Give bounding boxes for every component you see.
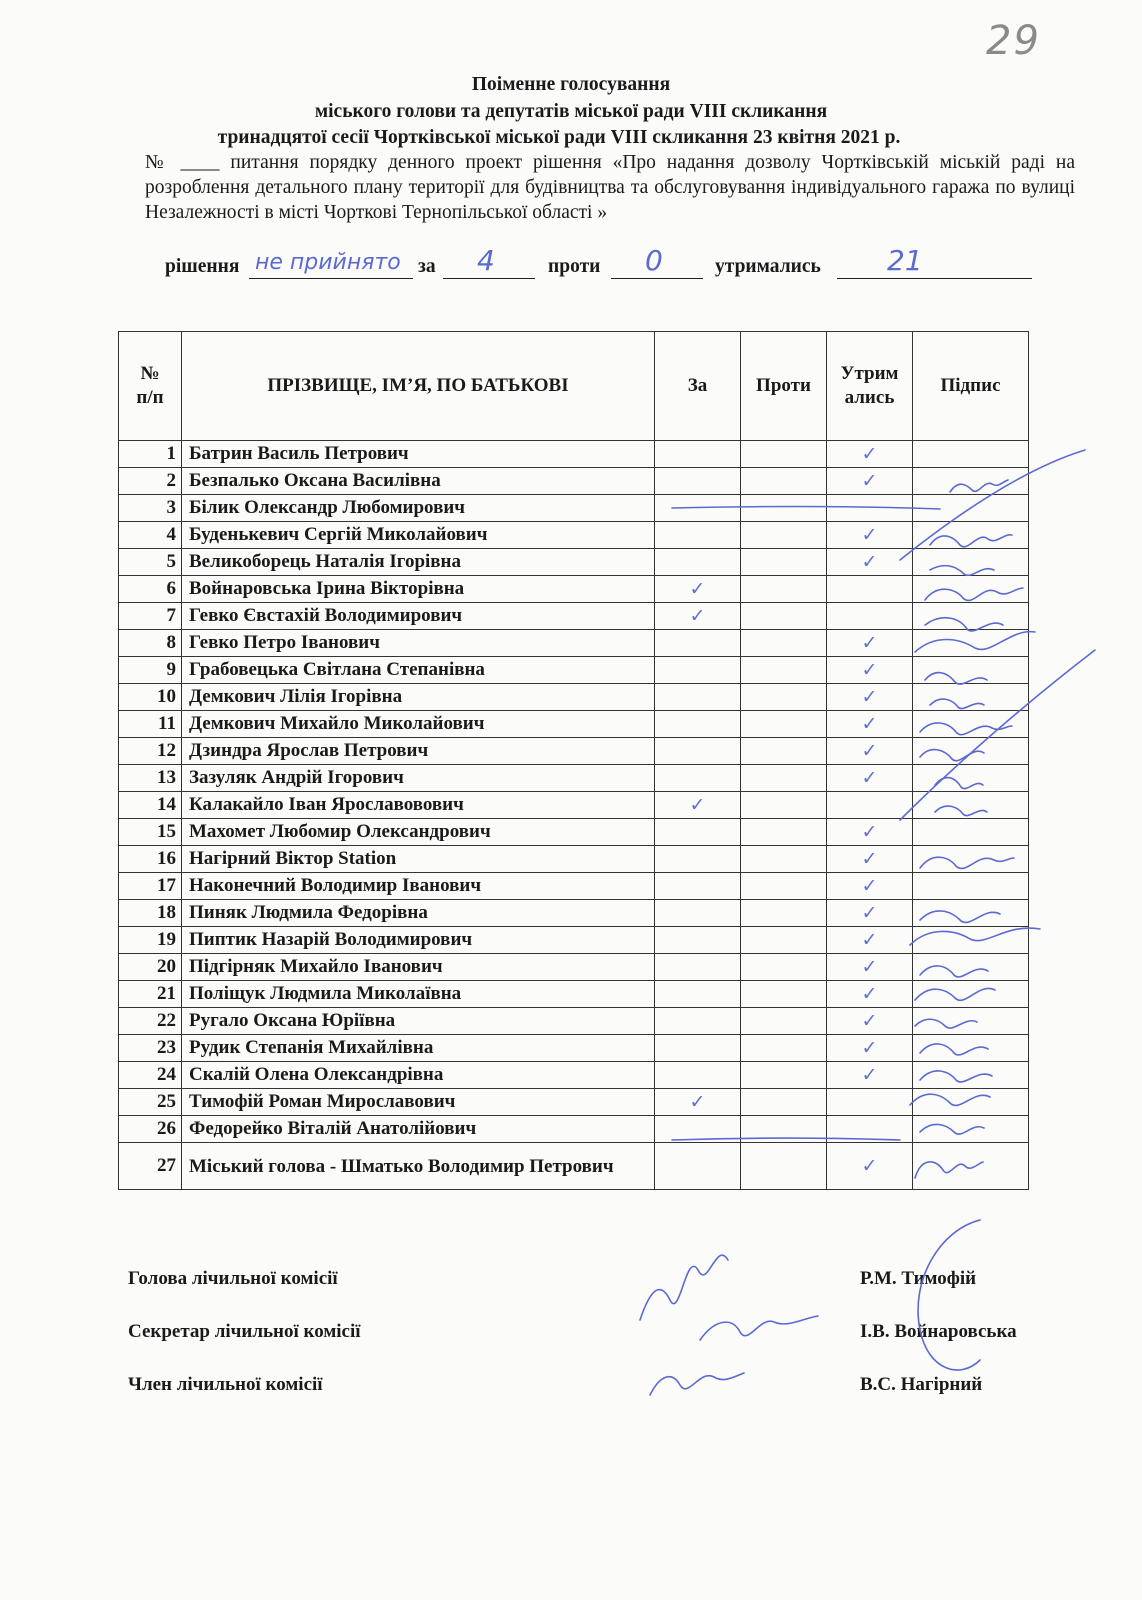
vote-abstained-cell bbox=[827, 522, 913, 549]
vote-against-cell bbox=[741, 846, 827, 873]
row-number: 13 bbox=[119, 765, 182, 792]
signature-cell bbox=[913, 873, 1029, 900]
signature-cell bbox=[913, 738, 1029, 765]
vote-against-cell bbox=[741, 819, 827, 846]
row-name: Пиптик Назарій Володимирович bbox=[182, 927, 655, 954]
for-label: за bbox=[418, 256, 436, 277]
vote-abstained-cell bbox=[827, 441, 913, 468]
table-row bbox=[119, 927, 1029, 954]
row-name: Зазуляк Андрій Ігорович bbox=[182, 765, 655, 792]
signature-cell bbox=[913, 927, 1029, 954]
row-name: Гевко Євстахій Володимирович bbox=[182, 603, 655, 630]
table-row bbox=[119, 549, 1029, 576]
signature-cell bbox=[913, 1062, 1029, 1089]
vote-abstained-cell bbox=[827, 1008, 913, 1035]
vote-for-cell bbox=[655, 792, 741, 819]
row-name: Рудик Степанія Михайлівна bbox=[182, 1035, 655, 1062]
signature-cell bbox=[913, 1089, 1029, 1116]
vote-abstained-cell bbox=[827, 576, 913, 603]
vote-against-cell bbox=[741, 495, 827, 522]
header-signature: Підпис bbox=[913, 332, 1029, 441]
vote-against-cell bbox=[741, 1062, 827, 1089]
row-number: 25 bbox=[119, 1089, 182, 1116]
vote-abstained-cell bbox=[827, 549, 913, 576]
signature-cell bbox=[913, 630, 1029, 657]
check-mark-icon: ✓ bbox=[861, 632, 878, 654]
vote-for-cell bbox=[655, 900, 741, 927]
check-mark-icon: ✓ bbox=[861, 821, 878, 843]
table-row bbox=[119, 630, 1029, 657]
abstained-underline bbox=[837, 278, 1032, 279]
vote-for-cell bbox=[655, 441, 741, 468]
vote-for-cell bbox=[655, 1008, 741, 1035]
check-mark-icon: ✓ bbox=[861, 902, 878, 924]
table-row bbox=[119, 1035, 1029, 1062]
vote-abstained-cell bbox=[827, 738, 913, 765]
vote-abstained-cell bbox=[827, 1143, 913, 1190]
row-number: 2 bbox=[119, 468, 182, 495]
table-row bbox=[119, 603, 1029, 630]
row-number: 1 bbox=[119, 441, 182, 468]
row-name: Пиняк Людмила Федорівна bbox=[182, 900, 655, 927]
decision-line bbox=[165, 244, 1065, 290]
vote-against-cell bbox=[741, 549, 827, 576]
vote-for-cell bbox=[655, 1143, 741, 1190]
row-number: 15 bbox=[119, 819, 182, 846]
vote-abstained-cell bbox=[827, 846, 913, 873]
check-mark-icon: ✓ bbox=[861, 1155, 878, 1177]
signature-cell bbox=[913, 522, 1029, 549]
signature-commission-secretary bbox=[700, 1316, 818, 1340]
commission-head-label: Голова лічильної комісії bbox=[128, 1268, 338, 1289]
table-row bbox=[119, 900, 1029, 927]
against-underline bbox=[611, 278, 703, 279]
check-mark-icon: ✓ bbox=[861, 767, 878, 789]
signature-cell bbox=[913, 846, 1029, 873]
row-number: 20 bbox=[119, 954, 182, 981]
vote-against-cell bbox=[741, 468, 827, 495]
check-mark-icon: ✓ bbox=[861, 686, 878, 708]
decision-value: не прийнято bbox=[255, 250, 401, 275]
row-name: Грабовецька Світлана Степанівна bbox=[182, 657, 655, 684]
signature-cell bbox=[913, 549, 1029, 576]
signature-cell bbox=[913, 1143, 1029, 1190]
check-mark-icon: ✓ bbox=[689, 1091, 706, 1113]
header-against: Проти bbox=[741, 332, 827, 441]
row-number: 18 bbox=[119, 900, 182, 927]
row-number: 24 bbox=[119, 1062, 182, 1089]
signature-cell bbox=[913, 981, 1029, 1008]
signature-cell bbox=[913, 711, 1029, 738]
vote-against-cell bbox=[741, 1035, 827, 1062]
row-name: Білик Олександр Любомирович bbox=[182, 495, 655, 522]
decision-label: рішення bbox=[165, 256, 240, 277]
commission-member-label: Член лічильної комісії bbox=[128, 1374, 323, 1395]
header-name: ПРІЗВИЩЕ, ІМ’Я, ПО БАТЬКОВІ bbox=[182, 332, 655, 441]
signature-cell bbox=[913, 603, 1029, 630]
table-row bbox=[119, 684, 1029, 711]
vote-abstained-cell bbox=[827, 630, 913, 657]
vote-against-cell bbox=[741, 927, 827, 954]
vote-against-cell bbox=[741, 792, 827, 819]
vote-abstained-cell bbox=[827, 1089, 913, 1116]
voting-table bbox=[118, 331, 1029, 1190]
vote-for-cell bbox=[655, 981, 741, 1008]
table-row bbox=[119, 873, 1029, 900]
vote-for-cell bbox=[655, 765, 741, 792]
signature-cell bbox=[913, 468, 1029, 495]
row-name: Буденькевич Сергій Миколайович bbox=[182, 522, 655, 549]
vote-for-cell bbox=[655, 738, 741, 765]
agenda-prefix: № ____ питання порядку денного bbox=[145, 152, 455, 173]
table-row bbox=[119, 981, 1029, 1008]
vote-against-cell bbox=[741, 981, 827, 1008]
row-number: 6 bbox=[119, 576, 182, 603]
vote-against-cell bbox=[741, 873, 827, 900]
table-row bbox=[119, 738, 1029, 765]
check-mark-icon: ✓ bbox=[861, 848, 878, 870]
agenda-item bbox=[145, 150, 1075, 225]
row-name: Нагірний Віктор Station bbox=[182, 846, 655, 873]
signature-commission-head bbox=[640, 1255, 728, 1320]
vote-against-cell bbox=[741, 630, 827, 657]
vote-for-cell bbox=[655, 657, 741, 684]
vote-against-cell bbox=[741, 1116, 827, 1143]
vote-for-cell bbox=[655, 846, 741, 873]
check-mark-icon: ✓ bbox=[861, 740, 878, 762]
for-value: 4 bbox=[477, 244, 495, 277]
vote-abstained-cell bbox=[827, 711, 913, 738]
table-row bbox=[119, 954, 1029, 981]
table-row bbox=[119, 657, 1029, 684]
check-mark-icon: ✓ bbox=[861, 1010, 878, 1032]
row-number: 23 bbox=[119, 1035, 182, 1062]
signature-cell bbox=[913, 792, 1029, 819]
vote-for-cell bbox=[655, 819, 741, 846]
vote-abstained-cell bbox=[827, 900, 913, 927]
signature-cell bbox=[913, 1116, 1029, 1143]
vote-abstained-cell bbox=[827, 1116, 913, 1143]
signature-cell bbox=[913, 819, 1029, 846]
vote-abstained-cell bbox=[827, 819, 913, 846]
check-mark-icon: ✓ bbox=[689, 794, 706, 816]
commission-head-name: Р.М. Тимофій bbox=[860, 1268, 977, 1289]
check-mark-icon: ✓ bbox=[861, 1064, 878, 1086]
check-mark-icon: ✓ bbox=[861, 929, 878, 951]
table-row bbox=[119, 711, 1029, 738]
vote-for-cell bbox=[655, 684, 741, 711]
signature-cell bbox=[913, 1035, 1029, 1062]
row-name: Войнаровська Ірина Вікторівна bbox=[182, 576, 655, 603]
row-name: Поліщук Людмила Миколаївна bbox=[182, 981, 655, 1008]
check-mark-icon: ✓ bbox=[861, 551, 878, 573]
check-mark-icon: ✓ bbox=[689, 605, 706, 627]
vote-for-cell bbox=[655, 468, 741, 495]
vote-against-cell bbox=[741, 1089, 827, 1116]
vote-abstained-cell bbox=[827, 765, 913, 792]
vote-against-cell bbox=[741, 738, 827, 765]
vote-abstained-cell bbox=[827, 792, 913, 819]
check-mark-icon: ✓ bbox=[861, 443, 878, 465]
vote-against-cell bbox=[741, 954, 827, 981]
row-number: 22 bbox=[119, 1008, 182, 1035]
signature-cell bbox=[913, 684, 1029, 711]
row-name: Дзиндра Ярослав Петрович bbox=[182, 738, 655, 765]
vote-against-cell bbox=[741, 900, 827, 927]
row-number: 8 bbox=[119, 630, 182, 657]
abstained-label: утримались bbox=[715, 256, 821, 277]
for-underline bbox=[443, 278, 535, 279]
vote-for-cell bbox=[655, 495, 741, 522]
decision-underline bbox=[249, 278, 413, 279]
vote-abstained-cell bbox=[827, 603, 913, 630]
vote-for-cell bbox=[655, 1116, 741, 1143]
row-name: Ругало Оксана Юріївна bbox=[182, 1008, 655, 1035]
check-mark-icon: ✓ bbox=[861, 983, 878, 1005]
table-header-row bbox=[119, 332, 1029, 441]
row-name: Федорейко Віталій Анатолійович bbox=[182, 1116, 655, 1143]
table-row bbox=[119, 522, 1029, 549]
row-number: 10 bbox=[119, 684, 182, 711]
header-num: № п/п bbox=[119, 332, 182, 441]
vote-abstained-cell bbox=[827, 981, 913, 1008]
table-row bbox=[119, 468, 1029, 495]
table-row bbox=[119, 1089, 1029, 1116]
page-number: 29 bbox=[986, 18, 1041, 64]
signature-cell bbox=[913, 495, 1029, 522]
vote-against-cell bbox=[741, 441, 827, 468]
table-row bbox=[119, 1062, 1029, 1089]
header-abstained: Утримались bbox=[827, 332, 913, 441]
row-number: 5 bbox=[119, 549, 182, 576]
table-row bbox=[119, 576, 1029, 603]
row-number: 26 bbox=[119, 1116, 182, 1143]
row-name: Підгірняк Михайло Іванович bbox=[182, 954, 655, 981]
table-row bbox=[119, 1116, 1029, 1143]
check-mark-icon: ✓ bbox=[861, 659, 878, 681]
signature-commission-member bbox=[650, 1373, 744, 1395]
session-line: тринадцятої сесії Чортківської міської ради VIII скликання 23 квітня 2021 р. bbox=[217, 127, 901, 148]
vote-for-cell bbox=[655, 576, 741, 603]
row-number: 9 bbox=[119, 657, 182, 684]
row-name: Скалій Олена Олександрівна bbox=[182, 1062, 655, 1089]
signature-cell bbox=[913, 441, 1029, 468]
check-mark-icon: ✓ bbox=[861, 1037, 878, 1059]
row-name: Калакайло Іван Ярославовович bbox=[182, 792, 655, 819]
signature-cell bbox=[913, 954, 1029, 981]
vote-for-cell bbox=[655, 522, 741, 549]
vote-against-cell bbox=[741, 1008, 827, 1035]
document-title: Поіменне голосування bbox=[471, 74, 671, 95]
row-number: 17 bbox=[119, 873, 182, 900]
commission-member-name: В.С. Нагірний bbox=[860, 1374, 983, 1395]
vote-against-cell bbox=[741, 711, 827, 738]
vote-against-cell bbox=[741, 765, 827, 792]
check-mark-icon: ✓ bbox=[861, 470, 878, 492]
row-name: Демкович Лілія Ігорівна bbox=[182, 684, 655, 711]
vote-abstained-cell bbox=[827, 657, 913, 684]
check-mark-icon: ✓ bbox=[689, 578, 706, 600]
vote-for-cell bbox=[655, 630, 741, 657]
vote-against-cell bbox=[741, 1143, 827, 1190]
row-name: Махомет Любомир Олександрович bbox=[182, 819, 655, 846]
row-number: 3 bbox=[119, 495, 182, 522]
row-number: 27 bbox=[119, 1143, 182, 1190]
signature-cell bbox=[913, 1008, 1029, 1035]
row-number: 16 bbox=[119, 846, 182, 873]
vote-against-cell bbox=[741, 657, 827, 684]
vote-abstained-cell bbox=[827, 927, 913, 954]
row-number: 19 bbox=[119, 927, 182, 954]
row-name: Міський голова - Шматько Володимир Петрович bbox=[182, 1143, 655, 1190]
commission-secretary-name: І.В. Войнаровська bbox=[860, 1321, 1017, 1342]
row-number: 14 bbox=[119, 792, 182, 819]
vote-for-cell bbox=[655, 549, 741, 576]
vote-abstained-cell bbox=[827, 468, 913, 495]
row-name: Тимофій Роман Мирославович bbox=[182, 1089, 655, 1116]
check-mark-icon: ✓ bbox=[861, 875, 878, 897]
vote-for-cell bbox=[655, 711, 741, 738]
signature-cell bbox=[913, 576, 1029, 603]
signature-commission-loop bbox=[918, 1220, 980, 1370]
vote-abstained-cell bbox=[827, 1035, 913, 1062]
vote-against-cell bbox=[741, 684, 827, 711]
check-mark-icon: ✓ bbox=[861, 524, 878, 546]
signature-cell bbox=[913, 900, 1029, 927]
row-number: 4 bbox=[119, 522, 182, 549]
table-row bbox=[119, 819, 1029, 846]
document-subtitle: міського голови та депутатів міської ради VIII скликання bbox=[314, 101, 828, 122]
table-row bbox=[119, 495, 1029, 522]
row-name: Безпалько Оксана Василівна bbox=[182, 468, 655, 495]
row-name: Наконечний Володимир Іванович bbox=[182, 873, 655, 900]
row-number: 12 bbox=[119, 738, 182, 765]
table-row bbox=[119, 846, 1029, 873]
table-row bbox=[119, 1143, 1029, 1190]
check-mark-icon: ✓ bbox=[861, 956, 878, 978]
table-row bbox=[119, 792, 1029, 819]
vote-against-cell bbox=[741, 522, 827, 549]
check-mark-icon: ✓ bbox=[861, 713, 878, 735]
abstained-value: 21 bbox=[887, 244, 923, 277]
vote-for-cell bbox=[655, 954, 741, 981]
row-name: Батрин Василь Петрович bbox=[182, 441, 655, 468]
vote-for-cell bbox=[655, 1035, 741, 1062]
row-name: Великоборець Наталія Ігорівна bbox=[182, 549, 655, 576]
row-name: Демкович Михайло Миколайович bbox=[182, 711, 655, 738]
signature-cell bbox=[913, 765, 1029, 792]
vote-abstained-cell bbox=[827, 873, 913, 900]
header-for: За bbox=[655, 332, 741, 441]
vote-abstained-cell bbox=[827, 954, 913, 981]
vote-for-cell bbox=[655, 927, 741, 954]
table-row bbox=[119, 1008, 1029, 1035]
vote-abstained-cell bbox=[827, 1062, 913, 1089]
vote-abstained-cell bbox=[827, 684, 913, 711]
against-label: проти bbox=[548, 256, 601, 277]
vote-abstained-cell bbox=[827, 495, 913, 522]
vote-for-cell bbox=[655, 603, 741, 630]
against-value: 0 bbox=[645, 244, 663, 277]
row-name: Гевко Петро Іванович bbox=[182, 630, 655, 657]
row-number: 7 bbox=[119, 603, 182, 630]
table-row bbox=[119, 441, 1029, 468]
vote-against-cell bbox=[741, 603, 827, 630]
table-row bbox=[119, 765, 1029, 792]
row-number: 21 bbox=[119, 981, 182, 1008]
signature-cell bbox=[913, 657, 1029, 684]
vote-for-cell bbox=[655, 873, 741, 900]
vote-for-cell bbox=[655, 1089, 741, 1116]
commission-secretary-label: Секретар лічильної комісії bbox=[128, 1321, 361, 1342]
vote-against-cell bbox=[741, 576, 827, 603]
vote-for-cell bbox=[655, 1062, 741, 1089]
row-number: 11 bbox=[119, 711, 182, 738]
agenda-text: проект рішення «Про надання дозволу Чортківській міській раді на розроблення детального плану території для будівництва та обслуговування індивідуального гаража по вулиці Незалежності в місті Чорткові Тернопільської області » bbox=[145, 152, 1076, 223]
